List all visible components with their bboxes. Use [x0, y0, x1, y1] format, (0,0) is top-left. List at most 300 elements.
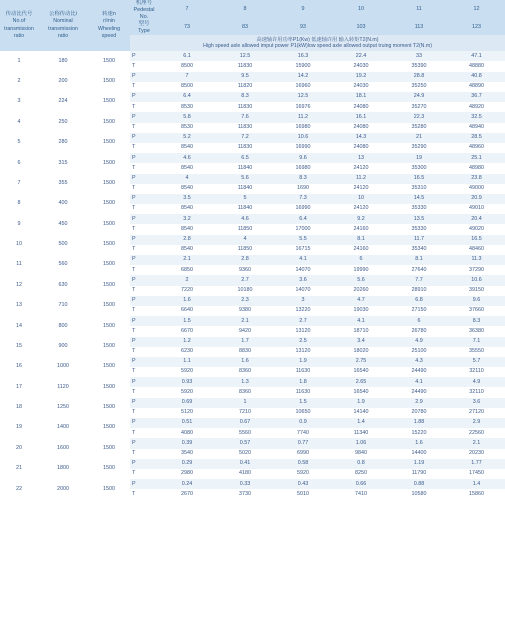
power-value-cell: 1.7	[216, 337, 274, 347]
torque-value-cell: 10180	[216, 286, 274, 296]
power-value-cell: 2.7	[274, 316, 332, 326]
speed-cell: 1500	[88, 112, 130, 132]
power-value-cell: 4.1	[390, 377, 448, 387]
torque-value-cell: 10650	[274, 408, 332, 418]
table-row	[0, 357, 505, 367]
type-number: 73	[158, 20, 216, 35]
torque-value-cell: 8360	[216, 387, 274, 397]
nominal-ratio-cell: 1250	[38, 398, 88, 418]
power-value-cell: 2.65	[332, 377, 390, 387]
power-value-cell: 40.8	[448, 72, 505, 82]
speed-cell: 1500	[88, 174, 130, 194]
power-value-cell: 25.1	[448, 153, 505, 163]
torque-value-cell: 16960	[274, 82, 332, 92]
power-value-cell: 3.4	[332, 337, 390, 347]
power-value-cell: 13	[332, 153, 390, 163]
type-number: 123	[448, 20, 505, 35]
power-value-cell: 0.39	[158, 438, 216, 448]
power-value-cell: 4.1	[274, 255, 332, 265]
power-symbol: P	[130, 459, 158, 469]
nominal-ratio-cell: 1800	[38, 459, 88, 479]
torque-symbol: T	[130, 61, 158, 71]
power-symbol: P	[130, 235, 158, 245]
torque-value-cell: 3540	[158, 449, 216, 459]
header-type-label: 型号 Type	[130, 20, 158, 35]
table-row	[0, 214, 505, 224]
torque-symbol: T	[130, 326, 158, 336]
torque-symbol: T	[130, 489, 158, 499]
torque-value-cell: 1690	[274, 184, 332, 194]
ratio-no-cell: 9	[0, 214, 38, 234]
torque-value-cell: 7410	[332, 489, 390, 499]
power-symbol: P	[130, 479, 158, 489]
torque-symbol: T	[130, 286, 158, 296]
ratio-no-cell: 17	[0, 377, 38, 397]
torque-symbol: T	[130, 306, 158, 316]
power-value-cell: 21	[390, 133, 448, 143]
torque-value-cell: 49020	[448, 224, 505, 234]
power-value-cell: 1.2	[158, 337, 216, 347]
power-symbol: P	[130, 357, 158, 367]
power-value-cell: 7.1	[448, 337, 505, 347]
torque-value-cell: 14400	[390, 449, 448, 459]
torque-value-cell: 16540	[332, 387, 390, 397]
torque-value-cell: 24120	[332, 163, 390, 173]
power-value-cell: 2.1	[158, 255, 216, 265]
power-symbol: P	[130, 72, 158, 82]
speed-cell: 1500	[88, 153, 130, 173]
torque-value-cell: 25100	[390, 347, 448, 357]
power-value-cell: 5.8	[158, 112, 216, 122]
torque-value-cell: 8530	[158, 102, 216, 112]
table-row	[0, 51, 505, 61]
torque-value-cell: 48960	[448, 143, 505, 153]
speed-cell: 1500	[88, 357, 130, 377]
nominal-ratio-cell: 1600	[38, 438, 88, 458]
table-row	[0, 235, 505, 245]
power-value-cell: 0.41	[216, 459, 274, 469]
nominal-ratio-cell: 560	[38, 255, 88, 275]
torque-value-cell: 24080	[332, 123, 390, 133]
type-number: 113	[390, 20, 448, 35]
table-row	[0, 479, 505, 489]
power-value-cell: 4.6	[216, 214, 274, 224]
torque-value-cell: 8830	[216, 347, 274, 357]
power-value-cell: 0.77	[274, 438, 332, 448]
power-value-cell: 8.1	[390, 255, 448, 265]
power-value-cell: 3.5	[158, 194, 216, 204]
torque-value-cell: 24030	[332, 82, 390, 92]
torque-value-cell: 16980	[274, 163, 332, 173]
nominal-ratio-cell: 224	[38, 92, 88, 112]
torque-value-cell: 8540	[158, 163, 216, 173]
table-row	[0, 153, 505, 163]
power-value-cell: 16.1	[332, 112, 390, 122]
power-value-cell: 5.5	[274, 235, 332, 245]
torque-value-cell: 11850	[216, 245, 274, 255]
power-value-cell: 9.6	[274, 153, 332, 163]
power-value-cell: 8.3	[274, 174, 332, 184]
nominal-ratio-cell: 450	[38, 214, 88, 234]
torque-value-cell: 20260	[332, 286, 390, 296]
power-symbol: P	[130, 153, 158, 163]
torque-value-cell: 8500	[158, 61, 216, 71]
table-row	[0, 377, 505, 387]
torque-value-cell: 49000	[448, 184, 505, 194]
power-value-cell: 1.9	[332, 398, 390, 408]
power-value-cell: 6	[332, 255, 390, 265]
power-value-cell: 3	[274, 296, 332, 306]
power-value-cell: 9.2	[332, 214, 390, 224]
torque-value-cell: 19990	[332, 265, 390, 275]
speed-cell: 1500	[88, 398, 130, 418]
power-value-cell: 1.6	[216, 357, 274, 367]
torque-value-cell: 8540	[158, 245, 216, 255]
torque-symbol: T	[130, 204, 158, 214]
power-value-cell: 33	[390, 51, 448, 61]
torque-value-cell: 13220	[274, 306, 332, 316]
power-value-cell: 9.5	[216, 72, 274, 82]
speed-cell: 1500	[88, 194, 130, 214]
power-value-cell: 1.1	[158, 357, 216, 367]
torque-value-cell: 35390	[390, 61, 448, 71]
torque-value-cell: 15860	[448, 489, 505, 499]
header-speed: 转速n r/min Wheeling speed	[88, 0, 130, 51]
power-symbol: P	[130, 296, 158, 306]
type-number: 103	[332, 20, 390, 35]
power-value-cell: 14.3	[332, 133, 390, 143]
ratio-no-cell: 22	[0, 479, 38, 499]
power-value-cell: 4	[158, 174, 216, 184]
power-symbol: P	[130, 214, 158, 224]
power-value-cell: 3.6	[274, 275, 332, 285]
ratio-no-cell: 21	[0, 459, 38, 479]
power-value-cell: 7.2	[216, 133, 274, 143]
power-value-cell: 1.88	[390, 418, 448, 428]
torque-value-cell: 11830	[216, 102, 274, 112]
pedestal-number: 9	[274, 0, 332, 20]
torque-value-cell: 9840	[332, 449, 390, 459]
torque-value-cell: 8540	[158, 184, 216, 194]
power-value-cell: 6	[390, 316, 448, 326]
power-value-cell: 16.3	[274, 51, 332, 61]
torque-value-cell: 35250	[390, 82, 448, 92]
ratio-no-cell: 5	[0, 133, 38, 153]
type-number: 93	[274, 20, 332, 35]
power-value-cell: 18.1	[332, 92, 390, 102]
torque-value-cell: 22560	[448, 428, 505, 438]
power-value-cell: 1.8	[274, 377, 332, 387]
nominal-ratio-cell: 800	[38, 316, 88, 336]
power-value-cell: 11.3	[448, 255, 505, 265]
power-value-cell: 0.43	[274, 479, 332, 489]
nominal-ratio-cell: 2000	[38, 479, 88, 499]
ratio-no-cell: 3	[0, 92, 38, 112]
speed-cell: 1500	[88, 275, 130, 295]
power-symbol: P	[130, 418, 158, 428]
power-value-cell: 20.4	[448, 214, 505, 224]
speed-cell: 1500	[88, 92, 130, 112]
torque-value-cell: 35270	[390, 102, 448, 112]
torque-value-cell: 37660	[448, 306, 505, 316]
torque-value-cell: 11840	[216, 204, 274, 214]
torque-value-cell: 7220	[158, 286, 216, 296]
torque-symbol: T	[130, 347, 158, 357]
power-value-cell: 8.3	[216, 92, 274, 102]
torque-value-cell: 35310	[390, 184, 448, 194]
power-value-cell: 7.7	[390, 275, 448, 285]
power-symbol: P	[130, 255, 158, 265]
torque-value-cell: 15900	[274, 61, 332, 71]
torque-value-cell: 48940	[448, 123, 505, 133]
torque-value-cell: 27120	[448, 408, 505, 418]
torque-value-cell: 8540	[158, 204, 216, 214]
speed-cell: 1500	[88, 479, 130, 499]
power-value-cell: 10.6	[448, 275, 505, 285]
power-value-cell: 19.2	[332, 72, 390, 82]
power-value-cell: 1.77	[448, 459, 505, 469]
nominal-ratio-cell: 710	[38, 296, 88, 316]
power-value-cell: 19	[390, 153, 448, 163]
power-value-cell: 1.19	[390, 459, 448, 469]
torque-value-cell: 8530	[158, 123, 216, 133]
ratio-no-cell: 16	[0, 357, 38, 377]
torque-value-cell: 32110	[448, 387, 505, 397]
power-value-cell: 1.3	[216, 377, 274, 387]
torque-value-cell: 48460	[448, 245, 505, 255]
torque-symbol: T	[130, 163, 158, 173]
power-value-cell: 0.88	[390, 479, 448, 489]
power-value-cell: 0.9	[274, 418, 332, 428]
torque-value-cell: 11790	[390, 469, 448, 479]
power-value-cell: 22.4	[332, 51, 390, 61]
power-symbol: P	[130, 275, 158, 285]
speed-cell: 1500	[88, 235, 130, 255]
power-value-cell: 1.5	[158, 316, 216, 326]
torque-value-cell: 48880	[448, 61, 505, 71]
power-value-cell: 0.67	[216, 418, 274, 428]
power-value-cell: 1.4	[448, 479, 505, 489]
torque-value-cell: 7210	[216, 408, 274, 418]
power-value-cell: 3.2	[158, 214, 216, 224]
nominal-ratio-cell: 180	[38, 51, 88, 71]
speed-cell: 1500	[88, 255, 130, 275]
torque-symbol: T	[130, 82, 158, 92]
torque-value-cell: 16980	[274, 123, 332, 133]
table-row	[0, 72, 505, 82]
torque-value-cell: 8540	[158, 224, 216, 234]
table-row	[0, 459, 505, 469]
nominal-ratio-cell: 900	[38, 337, 88, 357]
power-value-cell: 20.9	[448, 194, 505, 204]
nominal-ratio-cell: 500	[38, 235, 88, 255]
subtitle	[130, 35, 505, 51]
power-value-cell: 13.5	[390, 214, 448, 224]
torque-symbol: T	[130, 102, 158, 112]
speed-cell: 1500	[88, 296, 130, 316]
power-value-cell: 7.3	[274, 194, 332, 204]
power-value-cell: 11.2	[274, 112, 332, 122]
power-value-cell: 0.66	[332, 479, 390, 489]
power-value-cell: 5.6	[216, 174, 274, 184]
nominal-ratio-cell: 1120	[38, 377, 88, 397]
torque-value-cell: 8250	[332, 469, 390, 479]
ratio-no-cell: 10	[0, 235, 38, 255]
speed-cell: 1500	[88, 316, 130, 336]
torque-value-cell: 35300	[390, 163, 448, 173]
speed-cell: 1500	[88, 133, 130, 153]
table-row	[0, 438, 505, 448]
torque-value-cell: 14070	[274, 286, 332, 296]
power-value-cell: 2.7	[216, 275, 274, 285]
subtitle-en: High speed axle allowed imput power P1(kW)low speed axle allowed output truing moment T2(N.m)	[203, 43, 432, 50]
speed-cell: 1500	[88, 438, 130, 458]
torque-value-cell: 24490	[390, 387, 448, 397]
speed-cell: 1500	[88, 459, 130, 479]
power-value-cell: 6.4	[158, 92, 216, 102]
ratio-no-cell: 20	[0, 438, 38, 458]
torque-value-cell: 14140	[332, 408, 390, 418]
power-value-cell: 1.5	[274, 398, 332, 408]
torque-value-cell: 4180	[216, 469, 274, 479]
speed-cell: 1500	[88, 51, 130, 71]
power-value-cell: 6.8	[390, 296, 448, 306]
power-value-cell: 1.06	[332, 438, 390, 448]
torque-symbol: T	[130, 387, 158, 397]
pedestal-number: 7	[158, 0, 216, 20]
table-row	[0, 92, 505, 102]
power-value-cell: 0.51	[158, 418, 216, 428]
power-value-cell: 14.2	[274, 72, 332, 82]
power-value-cell: 4.9	[448, 377, 505, 387]
table-row	[0, 418, 505, 428]
table-row	[0, 275, 505, 285]
torque-value-cell: 6230	[158, 347, 216, 357]
torque-value-cell: 6850	[158, 265, 216, 275]
torque-value-cell: 17000	[274, 224, 332, 234]
torque-value-cell: 5010	[274, 489, 332, 499]
power-value-cell: 4	[216, 235, 274, 245]
power-value-cell: 28.8	[390, 72, 448, 82]
power-value-cell: 23.8	[448, 174, 505, 184]
power-value-cell: 2.5	[274, 337, 332, 347]
power-value-cell: 28.5	[448, 133, 505, 143]
power-value-cell: 5.2	[158, 133, 216, 143]
torque-symbol: T	[130, 265, 158, 275]
torque-symbol: T	[130, 449, 158, 459]
torque-value-cell: 4080	[158, 428, 216, 438]
torque-value-cell: 9360	[216, 265, 274, 275]
table-row	[0, 255, 505, 265]
power-value-cell: 11.2	[332, 174, 390, 184]
power-value-cell: 6.5	[216, 153, 274, 163]
power-value-cell: 1.4	[332, 418, 390, 428]
torque-value-cell: 19030	[332, 306, 390, 316]
torque-value-cell: 16540	[332, 367, 390, 377]
nominal-ratio-cell: 1000	[38, 357, 88, 377]
torque-value-cell: 9380	[216, 306, 274, 316]
torque-value-cell: 27640	[390, 265, 448, 275]
torque-value-cell: 8360	[216, 367, 274, 377]
power-value-cell: 4.7	[332, 296, 390, 306]
power-value-cell: 24.9	[390, 92, 448, 102]
table-row	[0, 133, 505, 143]
torque-value-cell: 24080	[332, 143, 390, 153]
torque-value-cell: 3730	[216, 489, 274, 499]
power-value-cell: 4.1	[332, 316, 390, 326]
torque-value-cell: 32110	[448, 367, 505, 377]
torque-value-cell: 49010	[448, 204, 505, 214]
power-value-cell: 1.6	[158, 296, 216, 306]
torque-value-cell: 18710	[332, 326, 390, 336]
torque-value-cell: 24160	[332, 245, 390, 255]
power-value-cell: 4.9	[390, 337, 448, 347]
power-symbol: P	[130, 438, 158, 448]
power-value-cell: 4.3	[390, 357, 448, 367]
ratio-no-cell: 19	[0, 418, 38, 438]
power-value-cell: 2.1	[216, 316, 274, 326]
torque-value-cell: 11830	[216, 123, 274, 133]
torque-value-cell: 7740	[274, 428, 332, 438]
torque-value-cell: 36380	[448, 326, 505, 336]
power-value-cell: 2.8	[158, 235, 216, 245]
power-value-cell: 8.3	[448, 316, 505, 326]
torque-value-cell: 5120	[158, 408, 216, 418]
torque-symbol: T	[130, 469, 158, 479]
pedestal-number: 8	[216, 0, 274, 20]
power-value-cell: 2.8	[216, 255, 274, 265]
power-value-cell: 5.7	[448, 357, 505, 367]
power-value-cell: 6.1	[158, 51, 216, 61]
power-value-cell: 2	[158, 275, 216, 285]
table-row	[0, 398, 505, 408]
table-row	[0, 112, 505, 122]
power-value-cell: 0.58	[274, 459, 332, 469]
torque-value-cell: 24120	[332, 204, 390, 214]
power-value-cell: 16.5	[448, 235, 505, 245]
power-value-cell: 47.1	[448, 51, 505, 61]
torque-value-cell: 35330	[390, 204, 448, 214]
power-symbol: P	[130, 133, 158, 143]
power-value-cell: 4.6	[158, 153, 216, 163]
power-value-cell: 16.5	[390, 174, 448, 184]
power-value-cell: 11.7	[390, 235, 448, 245]
ratio-no-cell: 1	[0, 51, 38, 71]
nominal-ratio-cell: 400	[38, 194, 88, 214]
speed-cell: 1500	[88, 418, 130, 438]
power-value-cell: 2.3	[216, 296, 274, 306]
table-row	[0, 174, 505, 184]
ratio-no-cell: 12	[0, 275, 38, 295]
power-value-cell: 22.3	[390, 112, 448, 122]
power-value-cell: 0.33	[216, 479, 274, 489]
table-row	[0, 194, 505, 204]
torque-value-cell: 48980	[448, 163, 505, 173]
torque-value-cell: 28910	[390, 286, 448, 296]
torque-symbol: T	[130, 428, 158, 438]
torque-value-cell: 24080	[332, 102, 390, 112]
torque-value-cell: 8540	[158, 143, 216, 153]
torque-symbol: T	[130, 123, 158, 133]
torque-symbol: T	[130, 184, 158, 194]
power-symbol: P	[130, 377, 158, 387]
power-value-cell: 32.5	[448, 112, 505, 122]
ratio-no-cell: 7	[0, 174, 38, 194]
torque-value-cell: 20780	[390, 408, 448, 418]
power-value-cell: 0.24	[158, 479, 216, 489]
power-value-cell: 0.57	[216, 438, 274, 448]
ratio-no-cell: 4	[0, 112, 38, 132]
